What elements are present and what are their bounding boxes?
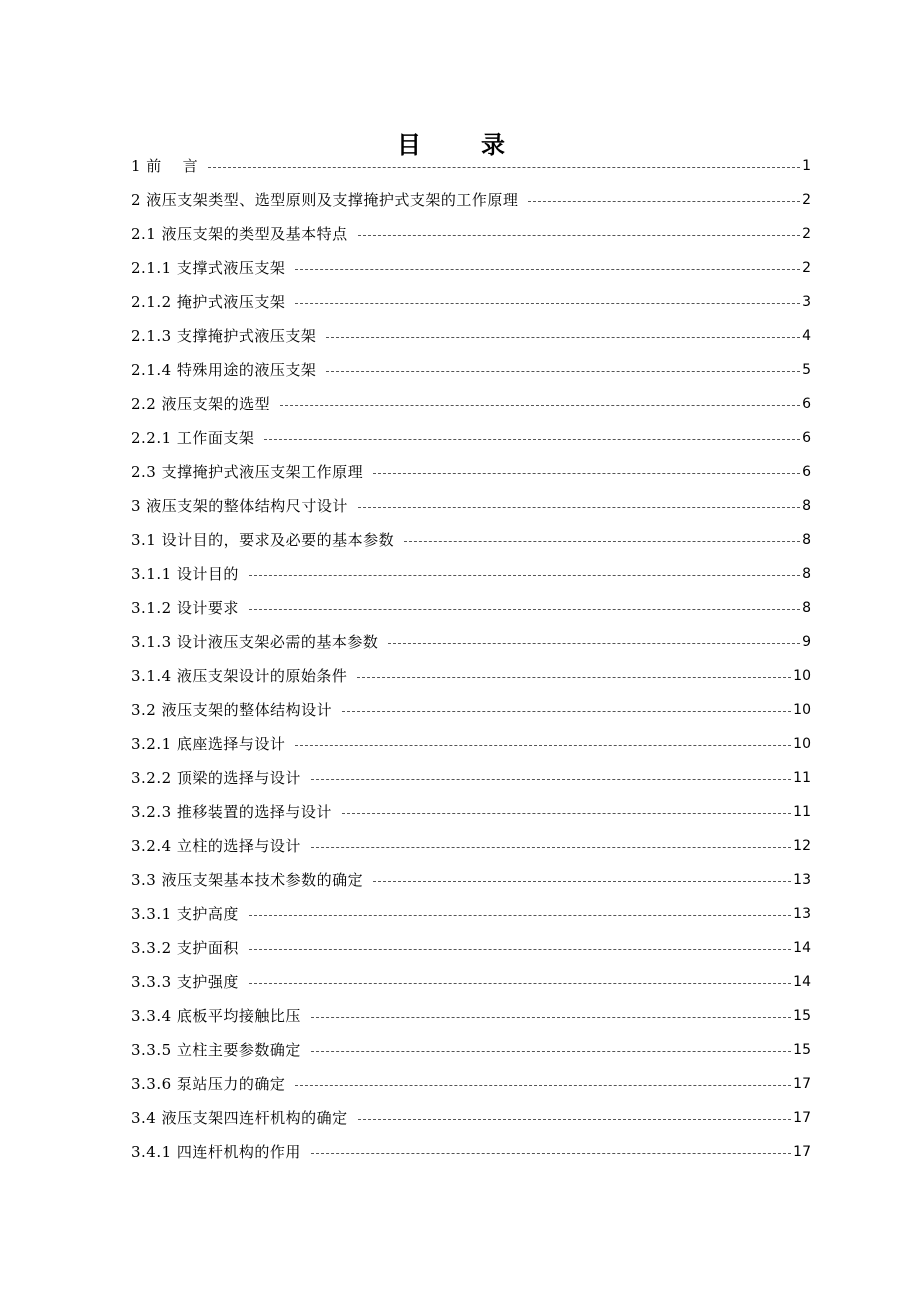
toc-entry-label: 2.2 液压支架的选型	[131, 395, 271, 413]
toc-entry-page-number: 11	[793, 770, 811, 786]
toc-entry-page-number: 17	[793, 1076, 811, 1092]
toc-dot-leader	[249, 575, 800, 576]
toc-entry-label: 3.2.1 底座选择与设计	[131, 735, 286, 753]
toc-entry-page-number: 13	[793, 906, 811, 922]
toc-entry	[131, 999, 811, 1033]
toc-entry-page-number: 6	[802, 396, 811, 412]
toc-entry	[131, 1135, 811, 1169]
toc-entry-label: 2.1 液压支架的类型及基本特点	[131, 225, 348, 243]
toc-entry-label: 1 前 言	[131, 157, 199, 175]
toc-entry-label: 2.1.4 特殊用途的液压支架	[131, 361, 317, 379]
toc-entry-page-number: 5	[802, 362, 811, 378]
toc-dot-leader	[528, 201, 800, 202]
toc-entry-page-number: 13	[793, 872, 811, 888]
toc-dot-leader	[295, 745, 791, 746]
toc-entry-label: 3 液压支架的整体结构尺寸设计	[131, 497, 348, 515]
toc-dot-leader	[358, 235, 800, 236]
toc-entry-label: 2.2.1 工作面支架	[131, 429, 255, 447]
toc-entry	[131, 829, 811, 863]
toc-entry-label: 2.1.1 支撑式液压支架	[131, 259, 286, 277]
toc-entry-page-number: 2	[802, 192, 811, 208]
toc-entry-page-number: 3	[802, 294, 811, 310]
toc-entry-page-number: 8	[802, 532, 811, 548]
toc-dot-leader	[357, 677, 791, 678]
toc-entry	[131, 557, 811, 591]
toc-entry-label: 3.3.1 支护高度	[131, 905, 239, 923]
toc-dot-leader	[249, 915, 791, 916]
toc-dot-leader	[342, 813, 791, 814]
toc-entry-page-number: 9	[802, 634, 811, 650]
toc-list	[131, 149, 811, 1169]
toc-entry-label: 3.1.2 设计要求	[131, 599, 239, 617]
toc-entry-page-number: 4	[802, 328, 811, 344]
toc-entry-label: 3.3.6 泵站压力的确定	[131, 1075, 286, 1093]
toc-entry	[131, 523, 811, 557]
toc-entry	[131, 149, 811, 183]
toc-entry-page-number: 10	[793, 668, 811, 684]
toc-entry	[131, 285, 811, 319]
toc-dot-leader	[311, 1017, 791, 1018]
toc-entry-page-number: 14	[793, 974, 811, 990]
toc-dot-leader	[295, 303, 800, 304]
toc-entry-page-number: 2	[802, 260, 811, 276]
toc-entry-label: 3.2.2 顶梁的选择与设计	[131, 769, 301, 787]
toc-entry-label: 3.2.4 立柱的选择与设计	[131, 837, 301, 855]
toc-entry-label: 3.3.4 底板平均接触比压	[131, 1007, 301, 1025]
toc-entry-label: 2.1.2 掩护式液压支架	[131, 293, 286, 311]
toc-entry-label: 3.1 设计目的，要求及必要的基本参数	[131, 531, 395, 549]
toc-entry-page-number: 10	[793, 702, 811, 718]
toc-entry	[131, 1067, 811, 1101]
toc-entry	[131, 353, 811, 387]
toc-dot-leader	[388, 643, 800, 644]
toc-entry	[131, 319, 811, 353]
toc-entry	[131, 1033, 811, 1067]
toc-dot-leader	[264, 439, 800, 440]
toc-entry	[131, 795, 811, 829]
toc-entry	[131, 217, 811, 251]
toc-title: 目 录	[397, 131, 523, 160]
toc-entry-label: 3.3.5 立柱主要参数确定	[131, 1041, 301, 1059]
toc-entry-label: 2.3 支撑掩护式液压支架工作原理	[131, 463, 364, 481]
toc-entry-label: 3.2.3 推移装置的选择与设计	[131, 803, 332, 821]
toc-entry-page-number: 6	[802, 430, 811, 446]
toc-dot-leader	[311, 1051, 791, 1052]
toc-dot-leader	[311, 779, 791, 780]
toc-dot-leader	[373, 473, 800, 474]
toc-entry-label: 3.4 液压支架四连杆机构的确定	[131, 1109, 348, 1127]
toc-entry	[131, 489, 811, 523]
toc-entry-label: 3.3.3 支护强度	[131, 973, 239, 991]
toc-entry	[131, 693, 811, 727]
toc-entry-page-number: 10	[793, 736, 811, 752]
toc-dot-leader	[326, 337, 800, 338]
toc-entry	[131, 455, 811, 489]
toc-entry	[131, 183, 811, 217]
toc-entry-page-number: 2	[802, 226, 811, 242]
toc-dot-leader	[280, 405, 800, 406]
toc-entry	[131, 387, 811, 421]
toc-entry	[131, 931, 811, 965]
toc-dot-leader	[358, 1119, 792, 1120]
toc-entry	[131, 897, 811, 931]
toc-entry	[131, 761, 811, 795]
toc-dot-leader	[208, 167, 800, 168]
toc-dot-leader	[311, 1153, 791, 1154]
toc-entry	[131, 1101, 811, 1135]
toc-entry-page-number: 17	[793, 1110, 811, 1126]
toc-dot-leader	[358, 507, 800, 508]
toc-entry-page-number: 6	[802, 464, 811, 480]
toc-entry-label: 3.1.1 设计目的	[131, 565, 239, 583]
toc-entry-page-number: 12	[793, 838, 811, 854]
toc-entry	[131, 659, 811, 693]
toc-entry-page-number: 11	[793, 804, 811, 820]
toc-entry	[131, 965, 811, 999]
toc-entry-label: 3.3 液压支架基本技术参数的确定	[131, 871, 364, 889]
toc-entry-label: 3.2 液压支架的整体结构设计	[131, 701, 333, 719]
toc-dot-leader	[249, 983, 791, 984]
toc-entry-label: 3.1.4 液压支架设计的原始条件	[131, 667, 348, 685]
toc-dot-leader	[311, 847, 791, 848]
toc-entry-page-number: 17	[793, 1144, 811, 1160]
toc-dot-leader	[404, 541, 800, 542]
toc-entry	[131, 591, 811, 625]
toc-dot-leader	[249, 609, 800, 610]
toc-entry-label: 2 液压支架类型、选型原则及支撑掩护式支架的工作原理	[131, 191, 519, 209]
toc-entry	[131, 421, 811, 455]
toc-entry	[131, 251, 811, 285]
toc-entry-label: 3.3.2 支护面积	[131, 939, 239, 957]
toc-entry	[131, 863, 811, 897]
toc-dot-leader	[295, 269, 800, 270]
toc-dot-leader	[342, 711, 791, 712]
toc-entry-page-number: 15	[793, 1042, 811, 1058]
toc-entry-page-number: 8	[802, 498, 811, 514]
toc-entry-page-number: 8	[802, 566, 811, 582]
toc-dot-leader	[326, 371, 800, 372]
toc-entry-page-number: 14	[793, 940, 811, 956]
toc-entry	[131, 625, 811, 659]
toc-entry-label: 3.4.1 四连杆机构的作用	[131, 1143, 301, 1161]
toc-entry-label: 2.1.3 支撑掩护式液压支架	[131, 327, 317, 345]
toc-entry	[131, 727, 811, 761]
toc-dot-leader	[295, 1085, 791, 1086]
toc-dot-leader	[249, 949, 791, 950]
toc-entry-label: 3.1.3 设计液压支架必需的基本参数	[131, 633, 379, 651]
toc-entry-page-number: 8	[802, 600, 811, 616]
toc-entry-page-number: 15	[793, 1008, 811, 1024]
toc-dot-leader	[373, 881, 791, 882]
toc-entry-page-number: 1	[802, 158, 811, 174]
